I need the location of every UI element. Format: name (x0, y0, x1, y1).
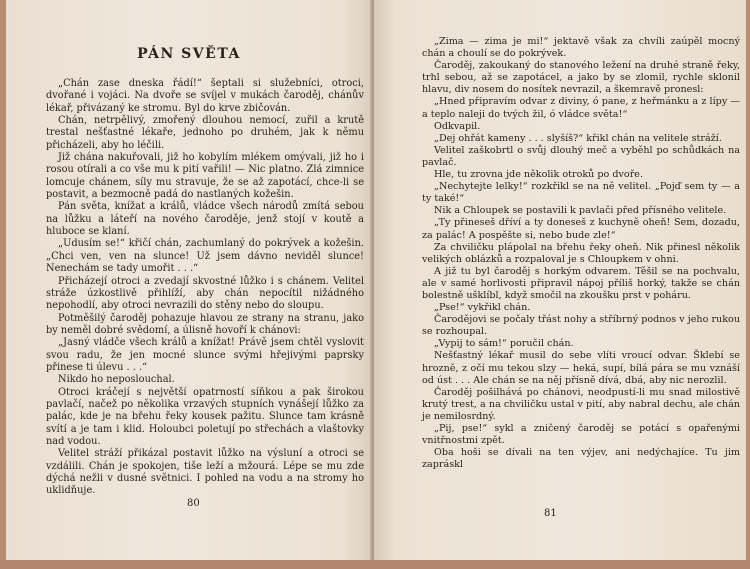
right-page (374, 0, 746, 561)
paragraph: Přicházejí otroci a zvedají skvostné lůžko i s chánem. Velitel stráže úzkostlivě přihlíží, aby chán nepocítil nižádného nepohodlí, aby otroci nevrazili do stěny nebo do sloupu. (46, 275, 364, 312)
paragraph: „Pse!“ vykřikl chán. (434, 302, 531, 314)
paragraph: „Chán zase dneska řádí!“ šeptali si služebníci, otroci, dvořané i vojáci. Na dvoře se svíjel v mukách čaroděj, chánův lékař, přivázaný ke stromu. Byl do krve zbičován. (46, 78, 364, 114)
paragraph: Odkvapil. (434, 120, 481, 132)
paragraph: „Dej ohřát kameny . . . slyšíš?“ křikl chán na velitele stráží. (434, 132, 722, 144)
paragraph: Za chviličku plápolal na břehu řeky oheň. Nik přinesl několik velikých oblázků a rozpaloval je s Chloupkem v ohni. (422, 241, 740, 265)
paragraph: „Zima — zima je mi!“ jektavě však za chvíli zaúpěl mocný chán a choulí se do pokrývek. (422, 36, 740, 60)
paragraph: „Hned připravím odvar z diviny, ó pane, z heřmánku a z lípy — a teplo naleji do tvých žil, ó vládce světa!“ (422, 96, 740, 120)
paragraph: A již tu byl čaroděj s horkým odvarem. Těšil se na pochvalu, ale v samé horlivosti připravil nápoj příliš horký, takže se chán bolestně ušklíbl, když smočil na zkoušku prst v poháru. (422, 265, 740, 301)
paragraph: Nešťastný lékař musil do sebe vlíti vroucí odvar. Šklebí se hrozně, z očí mu tekou slzy — heká, supí, bílá pára se mu vznáší od úst . . . Ale chán se na něj přísně dívá, dbá, aby nic nerozlil. (422, 350, 740, 386)
page-number-right: 81 (544, 508, 557, 519)
paragraph: „Pij, pse!“ sykl a zničený čaroděj se potácí s opařenými vnitřnostmi zpět. (422, 423, 740, 447)
paragraph: Velitel stráží přikázal postavit lůžko na výsluní a otroci se vzdálili. Chán je spokojen, tiše leží a mžourá. Lépe se mu zde dýchá nežli v dusné světnici. I pohled na vodu a na stromy ho uklidňuje. (46, 448, 364, 497)
paragraph: Čaroděj pošilhává po chánovi, neodpustí-li mu snad milostivě krutý trest, a na chviličku ustal v pití, aby nabral dechu, ale chán je nemilosrdný. (422, 386, 740, 422)
paragraph: Otroci kráčejí s největší opatrností síňkou a pak širokou pavlačí, načež po několika vrzavých stupních vynášejí lůžko za palác, kde je na břehu řeky kousek pažitu. Slunce tam krásně svítí a je tam i klid. Holoubci poletují po střechách a vlaštovky nad vodou. (46, 386, 364, 447)
book-bottom-edge (0, 560, 750, 569)
paragraph: Již chána nakuřovali, již ho kobylím mlékem omývali, již ho i rosou otírali a co vše mu k pití vařili! — Nic platno. Zlá zimnice lomcuje chánem, síly mu stravuje, že se až zapotácí, chce-li se postavit, a bezmocně padá do nastlaných kožešin. (46, 152, 364, 201)
paragraph: „Ty přineseš dříví a ty doneseš z kuchyně oheň! Sem, dozadu, za palác! A pospěšte si, nebo bude zle!“ (422, 217, 740, 241)
paragraph: „Jasný vládče všech králů a knížat! Právě jsem chtěl vyslovit svou radu, že jen mocné slunce svými hřejivými paprsky přinese ti úlevu . . .“ (46, 337, 364, 373)
paragraph: Chán, netrpělivý, zmořený dlouhou nemocí, zuřil a krutě trestal nešťastné lékaře, jednoho po druhém, jak k němu přicházeli, aby ho léčili. (46, 115, 364, 151)
paragraph: Pán světa, knížat a králů, vládce všech národů zmítá sebou na lůžku a láteří na nového čaroděje, jenž stojí v koutě a hluboce se klaní. (46, 201, 364, 238)
paragraph: Nikdo ho neposlouchal. (58, 374, 175, 386)
paragraph: Čaroděj, zakoukaný do stanového ležení na druhé straně řeky, trhl sebou, až se zapotácel, a jako by se zlomil, rychle sklonil hlavu, div nosem do nosítek nevrazil, a škemravě pronesl: (422, 60, 740, 96)
paragraph: Hle, tu zrovna jde několik otroků po dvoře. (434, 169, 644, 181)
chapter-title: PÁN SVĚTA (137, 46, 241, 62)
paragraph: Potměšilý čaroděj pohazuje hlavou ze strany na stranu, jako by neměl dobré svědomí, a úlisně hovoří k chánovi: (46, 312, 364, 336)
paragraph: Velitel zaškobrtl o svůj dlouhý meč a vyběhl po schůdkách na pavlač. (422, 144, 740, 168)
left-page-text (46, 78, 364, 498)
left-page (6, 0, 372, 561)
paragraph: „Vypij to sám!“ poručil chán. (434, 338, 574, 350)
page-number-left: 80 (187, 498, 200, 509)
paragraph: Čarodějovi se počaly třást nohy a stříbrný podnos v jeho rukou se rozhoupal. (422, 314, 740, 338)
paragraph: „Nechytejte lelky!“ rozkřikl se na ně velitel. „Pojď sem ty — a ty také!“ (422, 181, 740, 205)
right-page-text (422, 36, 740, 471)
paragraph: Nik a Chloupek se postavili k pavlači před přísného velitele. (434, 205, 727, 217)
paragraph: „Udusím se!“ křičí chán, zachumlaný do pokrývek a kožešin. „Chci ven, ven na slunce! Už jsem dávno neviděl slunce! Nenechám se tady umořit . . .“ (46, 238, 364, 275)
paragraph: Oba hoši se dívali na ten výjev, ani nedýchajíce. Tu jim zapráskl (422, 447, 740, 471)
